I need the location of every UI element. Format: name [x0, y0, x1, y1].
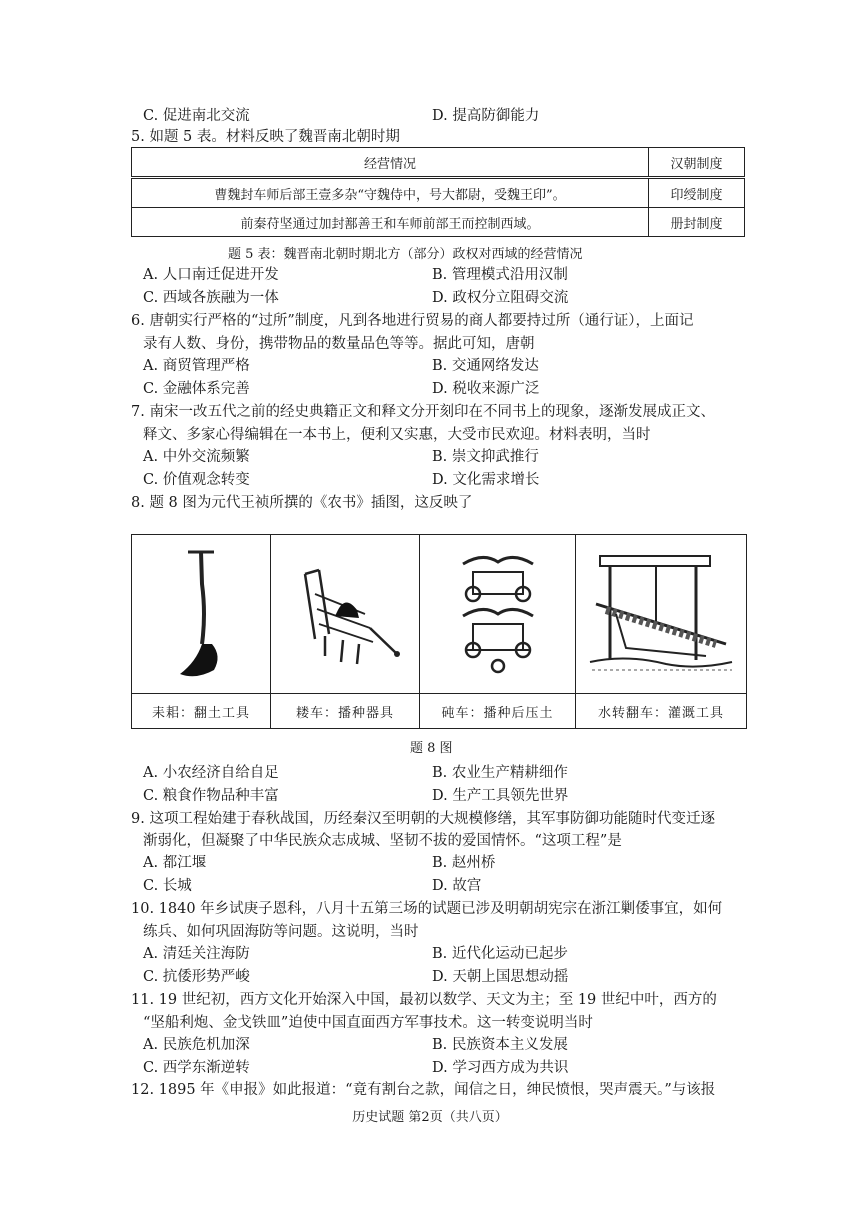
leisi-illustration: [132, 535, 270, 694]
q8-option-b: B. 农业生产精耕细作: [432, 765, 568, 781]
q9-option-d: D. 故宫: [432, 878, 482, 894]
q11-stem-line1: 11. 19 世纪初，西方文化开始深入中国，最初以数学、天文为主；至 19 世纪中叶，西方的: [131, 992, 717, 1008]
q7-option-a: A. 中外交流频繁: [143, 449, 250, 465]
q6-option-c: C. 金融体系完善: [143, 381, 250, 397]
q7-option-c: C. 价值观念转变: [143, 472, 250, 488]
q5-stem: 5. 如题 5 表。材料反映了魏晋南北朝时期: [131, 129, 400, 145]
q9-stem-line1: 9. 这项工程始建于春秋战国，历经秦汉至明朝的大规模修缮，其军事防御功能随时代变迁逐: [131, 811, 715, 827]
q6-stem-line2: 录有人数、身份，携带物品的数量品色等等。据此可知，唐朝: [143, 336, 535, 352]
figure-cell-louche: [271, 535, 420, 728]
q5-option-c: C. 西域各族融为一体: [143, 290, 279, 306]
figure-cell-leisi: [132, 535, 271, 728]
q11-option-b: B. 民族资本主义发展: [432, 1037, 568, 1053]
q10-stem-line1: 10. 1840 年乡试庚子恩科，八月十五第三场的试题已涉及明朝胡宪宗在浙江剿倭事宜，如何: [131, 901, 723, 917]
louche-illustration: [271, 535, 419, 694]
q5-table-caption: 题 5 表：魏晋南北朝时期北方（部分）政权对西域的经营情况: [228, 247, 583, 262]
q10-stem-line2: 练兵、如何巩固海防等问题。这说明，当时: [143, 924, 419, 940]
q7-option-d: D. 文化需求增长: [432, 472, 540, 488]
q5-option-d: D. 政权分立阻碍交流: [432, 290, 569, 306]
q6-stem-line1: 6. 唐朝实行严格的“过所”制度，凡到各地进行贸易的商人都要持过所（通行证），上面记: [131, 313, 694, 329]
q10-option-d: D. 天朝上国思想动摇: [432, 969, 569, 985]
q12-stem-line1: 12. 1895 年《申报》如此报道：“竟有割台之款，闻信之日，绅民愤恨，哭声震天。”与该报: [131, 1082, 716, 1098]
table-header-operation: 经营情况: [132, 148, 649, 178]
q10-option-c: C. 抗倭形势严峻: [143, 969, 250, 985]
figure-cell-dunche: [420, 535, 576, 728]
q11-option-d: D. 学习西方成为共识: [432, 1060, 569, 1076]
q9-stem-line2: 渐弱化，但凝聚了中华民族众志成城、坚韧不拔的爱国情怀。“这项工程”是: [143, 833, 622, 849]
table-cell: 前秦苻坚通过加封鄯善王和车师前部王而控制西域。: [132, 208, 649, 237]
q11-stem-line2: “坚船利炮、金戈铁皿”迫使中国直面西方军事技术。这一转变说明当时: [143, 1015, 593, 1031]
figure-caption: 砘车：播种后压土: [441, 705, 554, 721]
page-footer: 历史试题 第2页（共八页）: [352, 1110, 508, 1125]
fanche-illustration: [576, 535, 746, 694]
figure-caption: 水转翻车：灌溉工具: [597, 705, 724, 721]
q10-option-b: B. 近代化运动已起步: [432, 946, 568, 962]
q7-option-b: B. 崇文抑武推行: [432, 449, 539, 465]
table-row: [132, 178, 745, 208]
q6-option-a: A. 商贸管理严格: [143, 358, 250, 374]
q7-stem-line1: 7. 南宋一改五代之前的经史典籍正文和释文分开刻印在不同书上的现象，逐渐发展成正文、: [131, 404, 715, 420]
q6-option-d: D. 税收来源广泛: [432, 381, 540, 397]
q8-stem: 8. 题 8 图为元代王祯所撰的《农书》插图，这反映了: [131, 495, 473, 511]
q4-option-d: D. 提高防御能力: [432, 108, 540, 124]
q8-option-c: C. 粮食作物品种丰富: [143, 788, 279, 804]
figure-caption: 耒耜：翻土工具: [151, 705, 250, 721]
q6-option-b: B. 交通网络发达: [432, 358, 539, 374]
table-cell: 曹魏封车师后部王壹多杂“守魏侍中，号大都尉，受魏王印”。: [132, 178, 649, 208]
q8-figure: [131, 534, 747, 729]
table-header-system: 汉朝制度: [649, 148, 745, 178]
q8-option-d: D. 生产工具领先世界: [432, 788, 569, 804]
q7-stem-line2: 释文、多家心得编辑在一本书上，便利又实惠，大受市民欢迎。材料表明，当时: [143, 427, 651, 443]
q5-option-a: A. 人口南迁促进开发: [143, 267, 279, 283]
dunche-illustration: [420, 535, 575, 694]
q4-option-c: C. 促进南北交流: [143, 108, 250, 124]
q9-option-a: A. 都江堰: [143, 855, 207, 871]
table-cell: 册封制度: [649, 208, 745, 237]
q8-option-a: A. 小农经济自给自足: [143, 765, 279, 781]
q10-option-a: A. 清廷关注海防: [143, 946, 250, 962]
table-cell: 印绶制度: [649, 178, 745, 208]
q9-option-c: C. 长城: [143, 878, 192, 894]
q5-table: [131, 147, 745, 237]
q9-option-b: B. 赵州桥: [432, 855, 496, 871]
q5-option-b: B. 管理模式沿用汉制: [432, 267, 568, 283]
figure-cell-fanche: [576, 535, 746, 728]
figure-caption: 耧车：播种器具: [295, 705, 394, 721]
q8-figure-title: 题 8 图: [410, 741, 453, 756]
q11-option-a: A. 民族危机加深: [143, 1037, 250, 1053]
q11-option-c: C. 西学东渐逆转: [143, 1060, 250, 1076]
table-row: [132, 208, 745, 237]
